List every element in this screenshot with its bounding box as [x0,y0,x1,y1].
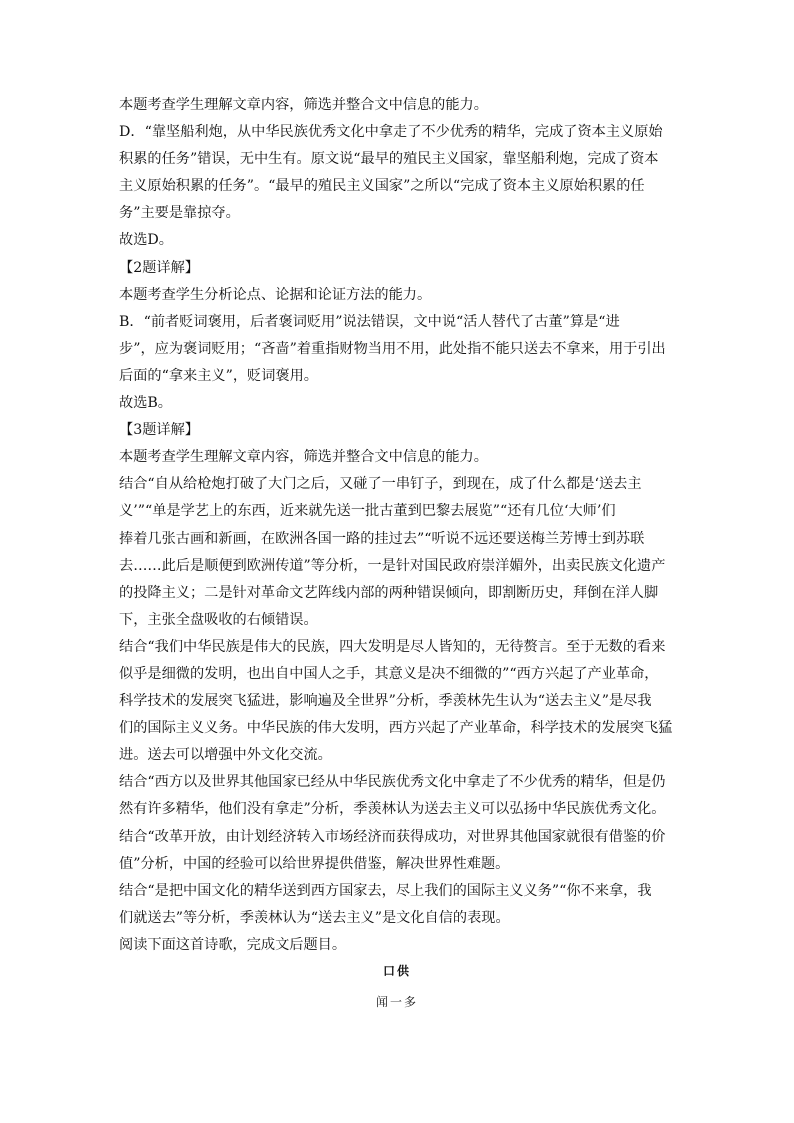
text-line: 步”，应为褒词贬用；“吝啬”着重指财物当用不用，此处指不能只送去不拿来，用于引出 [119,340,666,357]
text-line: 进。送去可以增强中外文化交流。 [119,747,332,764]
section-heading: 【3题详解】 [119,422,199,439]
text-line: 的投降主义；二是针对革命文艺阵线内部的两种错误倾向，即割断历史，拜倒在洋人脚 [119,584,659,601]
text-line: 义’”“单是学艺上的东西，近来就先送一批古董到巴黎去展览”“还有几位‘大师’们 [119,503,616,520]
text-line: 后面的“拿来主义”，贬词褒用。 [119,367,318,384]
text-line: 下，主张全盘吸收的右倾错误。 [119,611,318,628]
poem-title: 口供 [382,964,411,978]
answer-choice: 故选D。 [119,232,173,249]
text-line: 去……此后是顺便到欧洲传道”等分析，一是针对国民政府崇洋媚外，出卖民族文化遗产 [119,557,666,574]
text-line: 积累的任务”错误，无中生有。原文说“最早的殖民主义国家，靠坚船利炮，完成了资本 [119,151,659,168]
text-line: 主义原始积累的任务”。“最早的殖民主义国家”之所以“完成了资本主义原始积累的任 [119,178,645,195]
text-line: 务”主要是靠掠夺。 [119,205,240,222]
text-line: 结合“我们中华民族是伟大的民族，四大发明是尽人皆知的，无待赘言。至于无数的看来 [119,638,666,655]
text-line: 值”分析，中国的经验可以给世界提供借鉴，解决世界性难题。 [119,855,510,872]
text-line: B．“前者贬词褒用，后者褒词贬用”说法错误，文中说“活人替代了古董”算是“进 [119,313,620,330]
text-line: 本题考查学生理解文章内容，筛选并整合文中信息的能力。 [119,449,488,466]
text-line: 结合“自从给枪炮打破了大门之后，又碰了一串钉子，到现在，成了什么都是‘送去主 [119,476,642,493]
text-line: 然有许多精华，他们没有拿走”分析，季羡林认为送去主义可以弘扬中华民族优秀文化。 [119,801,666,818]
section-heading: 【2题详解】 [119,259,199,276]
text-line: 结合“改革开放，由计划经济转入市场经济而获得成功，对世界其他国家就很有借鉴的价 [119,828,666,845]
text-line: D．“靠坚船利炮，从中华民族优秀文化中拿走了不少优秀的精华，完成了资本主义原始 [119,124,663,141]
text-line: 们的国际主义义务。中华民族的伟大发明，西方兴起了产业革命，科学技术的发展突飞猛 [119,720,673,737]
poem-author: 闻一多 [375,995,418,1009]
answer-choice: 故选B。 [119,395,172,412]
answer-explanation-body [119,92,679,959]
text-line: 本题考查学生理解文章内容，筛选并整合文中信息的能力。 [119,97,488,113]
text-line: 结合“西方以及世界其他国家已经从中华民族优秀文化中拿走了不少优秀的精华，但是仍 [119,774,666,791]
text-line: 捧着几张古画和新画，在欧洲各国一路的挂过去”“听说不远还要送梅兰芳博士到苏联 [119,530,645,547]
text-line: 结合“是把中国文化的精华送到西方国家去，尽上我们的国际主义义务”“你不来拿，我 [119,882,652,899]
text-line: 本题考查学生分析论点、论据和论证方法的能力。 [119,286,432,303]
text-line: 科学技术的发展突飞猛进，影响遍及全世界”分析，季羡林先生认为“送去主义”是尽我 [119,693,652,710]
text-line: 似乎是细微的发明，也出自中国人之手，其意义是决不细微的”“西方兴起了产业革命， [119,665,659,682]
text-line: 们就送去”等分析，季羡林认为“送去主义”是文化自信的表现。 [119,909,510,926]
reading-instruction: 阅读下面这首诗歌，完成文后题目。 [119,936,347,953]
